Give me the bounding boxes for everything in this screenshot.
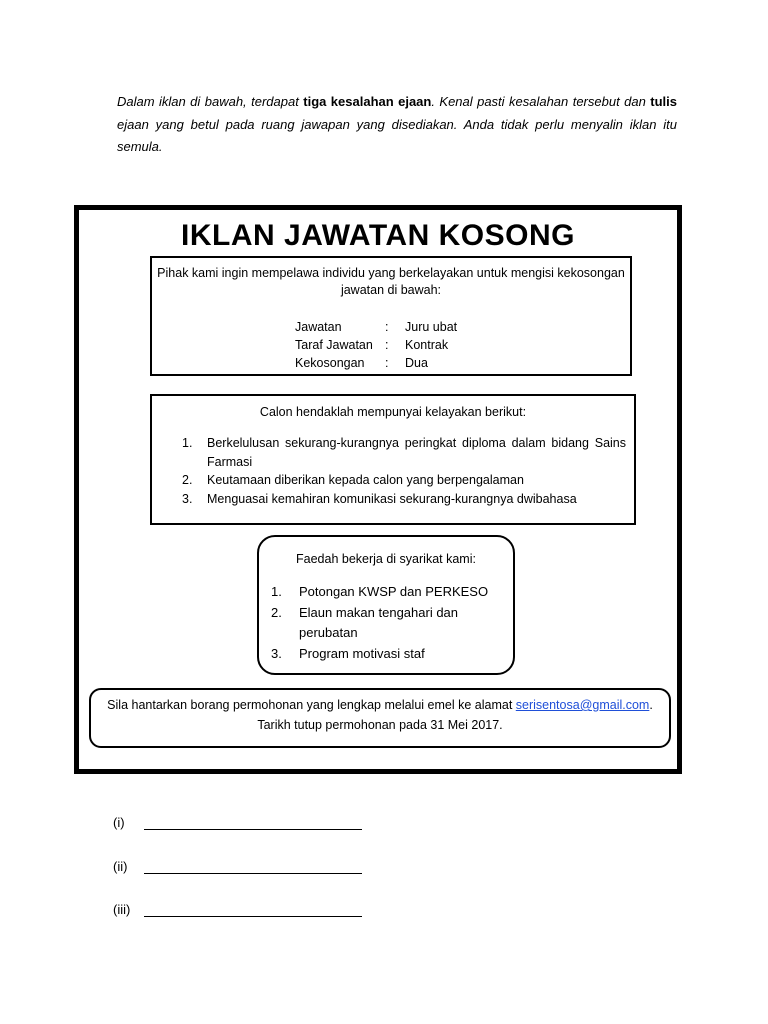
answer-label: (ii) xyxy=(113,859,128,874)
answer-blank-line[interactable] xyxy=(144,873,362,874)
list-number: 1. xyxy=(271,584,282,599)
answer-blank-line[interactable] xyxy=(144,916,362,917)
application-text: Sila hantarkan borang permohonan yang lengkap melalui emel ke alamat xyxy=(107,698,516,712)
detail-key: Taraf Jawatan xyxy=(295,338,373,352)
list-text: Berkelulusan sekurang-kurangnya peringkat diploma dalam bidang Sains Farmasi xyxy=(207,436,626,469)
answer-row xyxy=(113,859,373,879)
list-text: Menguasai kemahiran komunikasi sekurang-kurangnya dwibahasa xyxy=(207,491,577,506)
qualifications-list xyxy=(182,434,626,508)
answer-label: (i) xyxy=(113,815,125,830)
answer-label: (iii) xyxy=(113,902,131,917)
instructions-text: Dalam iklan di bawah, terdapat xyxy=(117,94,304,109)
detail-row xyxy=(295,336,457,354)
detail-separator: : xyxy=(385,320,389,334)
list-number: 2. xyxy=(271,604,282,620)
vacancy-intro: Pihak kami ingin mempelawa individu yang berkelayakan untuk mengisi kekosongan jawatan di bawah: xyxy=(157,266,625,297)
job-advert-frame xyxy=(74,205,682,774)
application-end: . xyxy=(649,698,653,712)
list-text: Program motivasi staf xyxy=(299,645,425,661)
detail-value: Juru ubat xyxy=(405,320,458,334)
application-box xyxy=(89,688,671,748)
list-text: Keutamaan diberikan kepada calon yang berpengalaman xyxy=(207,473,524,487)
instructions-text: . Kenal pasti kesalahan tersebut dan xyxy=(431,94,651,109)
detail-separator: : xyxy=(385,338,389,352)
qualifications-box xyxy=(150,394,636,525)
detail-value: Dua xyxy=(405,356,428,370)
list-item xyxy=(271,582,501,603)
list-item xyxy=(271,644,501,665)
closing-date: Tarikh tutup permohonan pada 31 Mei 2017. xyxy=(257,718,503,732)
benefits-heading: Faedah bekerja di syarikat kami: xyxy=(296,552,476,566)
list-item xyxy=(182,471,626,490)
list-item xyxy=(182,434,626,471)
vacancy-details xyxy=(295,318,457,372)
vacancy-box xyxy=(150,256,632,376)
application-line xyxy=(91,695,669,715)
answer-row xyxy=(113,815,373,835)
detail-row xyxy=(295,354,457,372)
instructions-bold: tiga kesalahan ejaan xyxy=(303,94,432,109)
detail-separator: : xyxy=(385,356,389,370)
advert-title: IKLAN JAWATAN KOSONG xyxy=(181,219,575,252)
detail-row xyxy=(295,318,457,336)
instructions-bold: tulis xyxy=(650,94,677,109)
answer-blank-line[interactable] xyxy=(144,829,362,830)
detail-key: Jawatan xyxy=(295,320,342,334)
list-number: 3. xyxy=(271,645,282,661)
list-text: Potongan KWSP dan PERKESO xyxy=(299,584,489,599)
list-number: 3. xyxy=(182,491,193,506)
detail-key: Kekosongan xyxy=(295,356,365,370)
instructions-paragraph xyxy=(117,91,677,159)
answer-row xyxy=(113,902,373,922)
instructions-text: ejaan yang betul pada ruang jawapan yang disediakan. Anda tidak perlu menyalin iklan itu semula. xyxy=(117,116,677,154)
list-text: Elaun makan tengahari dan perubatan xyxy=(299,604,459,640)
list-item xyxy=(182,490,626,509)
list-number: 1. xyxy=(182,436,193,450)
benefits-list xyxy=(271,582,501,664)
detail-value: Kontrak xyxy=(405,338,449,352)
email-link[interactable]: serisentosa@gmail.com xyxy=(515,698,650,712)
qualifications-heading: Calon hendaklah mempunyai kelayakan berikut: xyxy=(259,405,527,419)
list-number: 2. xyxy=(182,473,193,487)
list-item xyxy=(271,603,501,644)
benefits-box xyxy=(257,535,515,675)
